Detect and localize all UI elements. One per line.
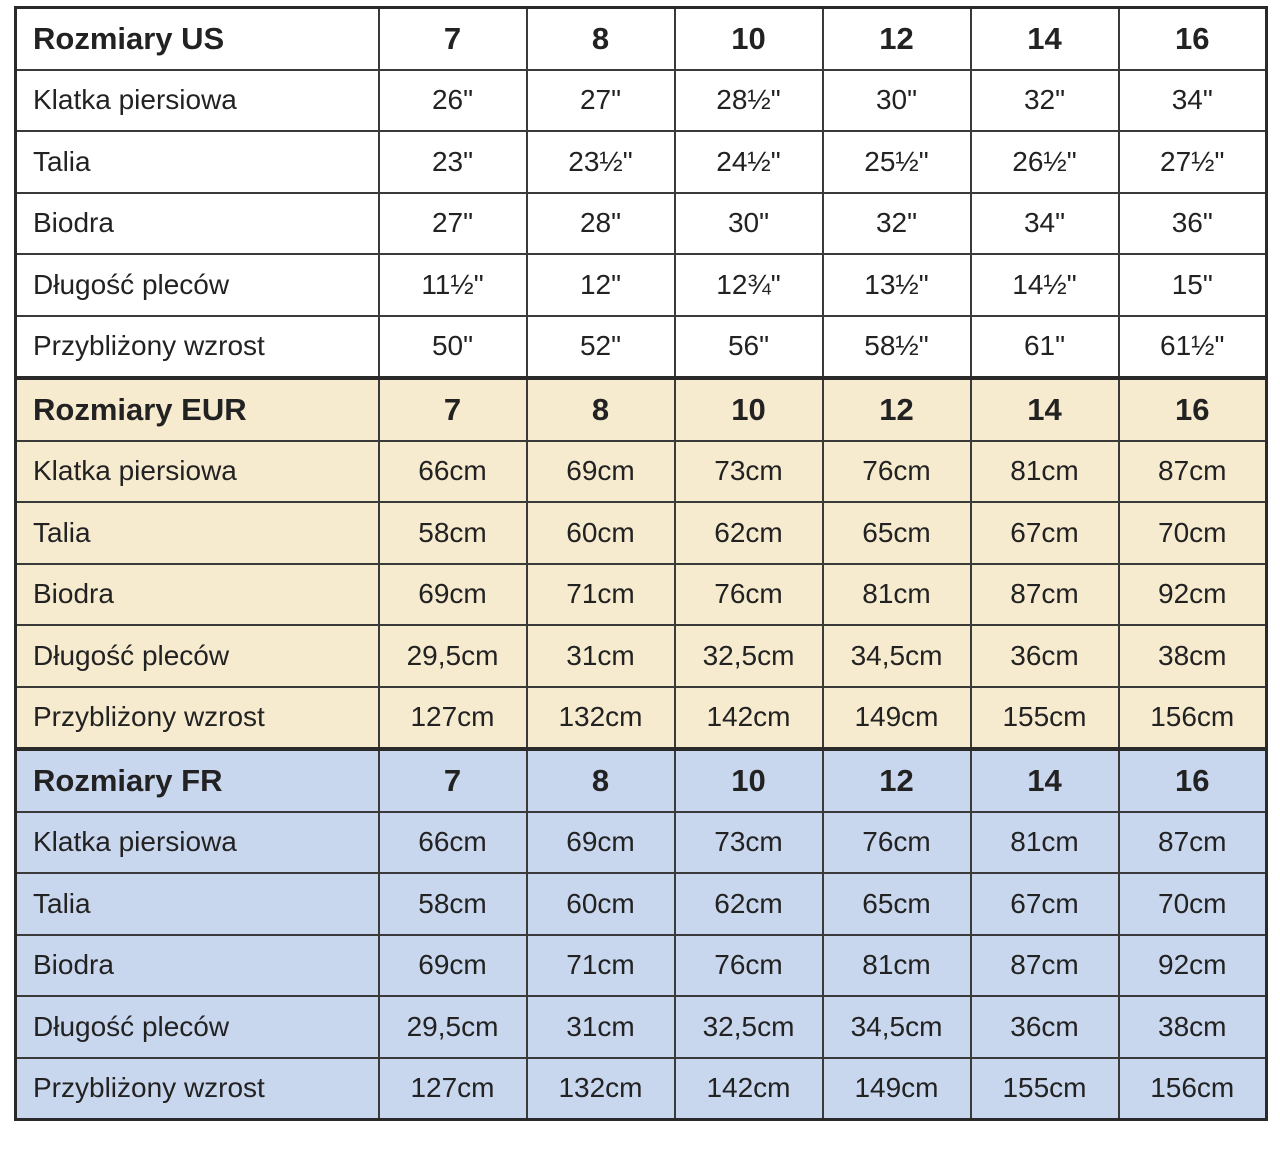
measurement-label: Talia: [16, 131, 379, 193]
measurement-value: 31cm: [527, 625, 675, 687]
measurement-value: 76cm: [823, 441, 971, 503]
section-eur: [16, 378, 1267, 749]
measurement-value: 142cm: [675, 1058, 823, 1120]
measurement-value: 81cm: [823, 935, 971, 997]
measurement-value: 58½": [823, 316, 971, 379]
size-header: 14: [971, 749, 1119, 812]
measurement-value: 71cm: [527, 564, 675, 626]
measurement-label: Klatka piersiowa: [16, 70, 379, 132]
section-header-row: [16, 8, 1267, 70]
measurement-value: 23½": [527, 131, 675, 193]
section-header-row: [16, 749, 1267, 812]
measurement-value: 76cm: [675, 935, 823, 997]
measurement-label: Talia: [16, 873, 379, 935]
measurement-label: Biodra: [16, 564, 379, 626]
measurement-value: 127cm: [379, 687, 527, 750]
measurement-value: 132cm: [527, 687, 675, 750]
measurement-value: 52": [527, 316, 675, 379]
size-header: 14: [971, 378, 1119, 441]
measurement-value: 127cm: [379, 1058, 527, 1120]
size-header: 12: [823, 749, 971, 812]
measurement-row: [16, 935, 1267, 997]
measurement-label: Przybliżony wzrost: [16, 316, 379, 379]
measurement-value: 156cm: [1119, 687, 1267, 750]
measurement-value: 34": [1119, 70, 1267, 132]
measurement-row: [16, 687, 1267, 750]
measurement-value: 34,5cm: [823, 625, 971, 687]
measurement-value: 30": [823, 70, 971, 132]
size-header: 14: [971, 8, 1119, 70]
measurement-label: Klatka piersiowa: [16, 441, 379, 503]
measurement-value: 81cm: [971, 441, 1119, 503]
measurement-row: [16, 316, 1267, 379]
measurement-value: 76cm: [675, 564, 823, 626]
measurement-value: 67cm: [971, 873, 1119, 935]
measurement-row: [16, 812, 1267, 874]
size-header: 8: [527, 749, 675, 812]
measurement-row: [16, 873, 1267, 935]
size-header: 12: [823, 378, 971, 441]
measurement-value: 31cm: [527, 996, 675, 1058]
measurement-value: 27": [527, 70, 675, 132]
measurement-row: [16, 996, 1267, 1058]
measurement-value: 73cm: [675, 441, 823, 503]
measurement-value: 38cm: [1119, 625, 1267, 687]
measurement-value: 87cm: [1119, 441, 1267, 503]
measurement-value: 92cm: [1119, 935, 1267, 997]
measurement-value: 76cm: [823, 812, 971, 874]
measurement-value: 32": [823, 193, 971, 255]
measurement-value: 24½": [675, 131, 823, 193]
measurement-value: 67cm: [971, 502, 1119, 564]
section-title: Rozmiary EUR: [16, 378, 379, 441]
measurement-value: 66cm: [379, 441, 527, 503]
size-header: 8: [527, 378, 675, 441]
size-header: 7: [379, 378, 527, 441]
size-header: 16: [1119, 749, 1267, 812]
measurement-value: 36": [1119, 193, 1267, 255]
measurement-value: 27½": [1119, 131, 1267, 193]
measurement-row: [16, 625, 1267, 687]
section-title: Rozmiary FR: [16, 749, 379, 812]
measurement-value: 66cm: [379, 812, 527, 874]
measurement-row: [16, 193, 1267, 255]
measurement-value: 32,5cm: [675, 625, 823, 687]
measurement-value: 12": [527, 254, 675, 316]
measurement-row: [16, 502, 1267, 564]
measurement-row: [16, 441, 1267, 503]
measurement-label: Biodra: [16, 935, 379, 997]
section-fr: [16, 749, 1267, 1120]
measurement-value: 156cm: [1119, 1058, 1267, 1120]
measurement-value: 69cm: [379, 564, 527, 626]
measurement-value: 25½": [823, 131, 971, 193]
size-header: 16: [1119, 8, 1267, 70]
measurement-value: 29,5cm: [379, 996, 527, 1058]
size-header: 8: [527, 8, 675, 70]
section-title: Rozmiary US: [16, 8, 379, 70]
measurement-value: 69cm: [379, 935, 527, 997]
measurement-value: 70cm: [1119, 873, 1267, 935]
measurement-value: 26": [379, 70, 527, 132]
measurement-value: 15": [1119, 254, 1267, 316]
measurement-value: 149cm: [823, 1058, 971, 1120]
measurement-value: 87cm: [1119, 812, 1267, 874]
measurement-value: 23": [379, 131, 527, 193]
measurement-row: [16, 70, 1267, 132]
measurement-value: 58cm: [379, 502, 527, 564]
measurement-value: 142cm: [675, 687, 823, 750]
size-header: 10: [675, 378, 823, 441]
measurement-value: 32": [971, 70, 1119, 132]
measurement-value: 50": [379, 316, 527, 379]
measurement-row: [16, 254, 1267, 316]
measurement-label: Talia: [16, 502, 379, 564]
measurement-value: 12¾": [675, 254, 823, 316]
measurement-label: Klatka piersiowa: [16, 812, 379, 874]
size-header: 10: [675, 8, 823, 70]
measurement-value: 26½": [971, 131, 1119, 193]
size-chart-table: [14, 6, 1268, 1121]
measurement-label: Długość pleców: [16, 254, 379, 316]
measurement-label: Długość pleców: [16, 625, 379, 687]
measurement-value: 65cm: [823, 502, 971, 564]
measurement-value: 28½": [675, 70, 823, 132]
size-header: 10: [675, 749, 823, 812]
measurement-value: 29,5cm: [379, 625, 527, 687]
measurement-row: [16, 1058, 1267, 1120]
measurement-value: 13½": [823, 254, 971, 316]
measurement-value: 27": [379, 193, 527, 255]
measurement-value: 56": [675, 316, 823, 379]
section-header-row: [16, 378, 1267, 441]
measurement-value: 62cm: [675, 502, 823, 564]
measurement-value: 69cm: [527, 441, 675, 503]
section-us: [16, 8, 1267, 379]
measurement-value: 149cm: [823, 687, 971, 750]
measurement-value: 32,5cm: [675, 996, 823, 1058]
measurement-value: 155cm: [971, 1058, 1119, 1120]
measurement-value: 11½": [379, 254, 527, 316]
measurement-value: 14½": [971, 254, 1119, 316]
measurement-value: 61": [971, 316, 1119, 379]
measurement-value: 81cm: [971, 812, 1119, 874]
measurement-value: 36cm: [971, 625, 1119, 687]
measurement-value: 28": [527, 193, 675, 255]
measurement-label: Długość pleców: [16, 996, 379, 1058]
size-header: 7: [379, 749, 527, 812]
measurement-value: 36cm: [971, 996, 1119, 1058]
measurement-label: Przybliżony wzrost: [16, 687, 379, 750]
measurement-value: 70cm: [1119, 502, 1267, 564]
measurement-value: 87cm: [971, 564, 1119, 626]
size-header: 16: [1119, 378, 1267, 441]
measurement-value: 69cm: [527, 812, 675, 874]
size-header: 12: [823, 8, 971, 70]
measurement-value: 62cm: [675, 873, 823, 935]
measurement-value: 58cm: [379, 873, 527, 935]
measurement-row: [16, 564, 1267, 626]
measurement-value: 30": [675, 193, 823, 255]
measurement-row: [16, 131, 1267, 193]
measurement-value: 34,5cm: [823, 996, 971, 1058]
measurement-value: 60cm: [527, 873, 675, 935]
size-header: 7: [379, 8, 527, 70]
measurement-value: 92cm: [1119, 564, 1267, 626]
measurement-label: Biodra: [16, 193, 379, 255]
measurement-value: 65cm: [823, 873, 971, 935]
measurement-value: 155cm: [971, 687, 1119, 750]
measurement-value: 38cm: [1119, 996, 1267, 1058]
measurement-value: 87cm: [971, 935, 1119, 997]
measurement-value: 60cm: [527, 502, 675, 564]
measurement-value: 61½": [1119, 316, 1267, 379]
measurement-value: 34": [971, 193, 1119, 255]
measurement-value: 71cm: [527, 935, 675, 997]
measurement-label: Przybliżony wzrost: [16, 1058, 379, 1120]
measurement-value: 81cm: [823, 564, 971, 626]
measurement-value: 132cm: [527, 1058, 675, 1120]
measurement-value: 73cm: [675, 812, 823, 874]
